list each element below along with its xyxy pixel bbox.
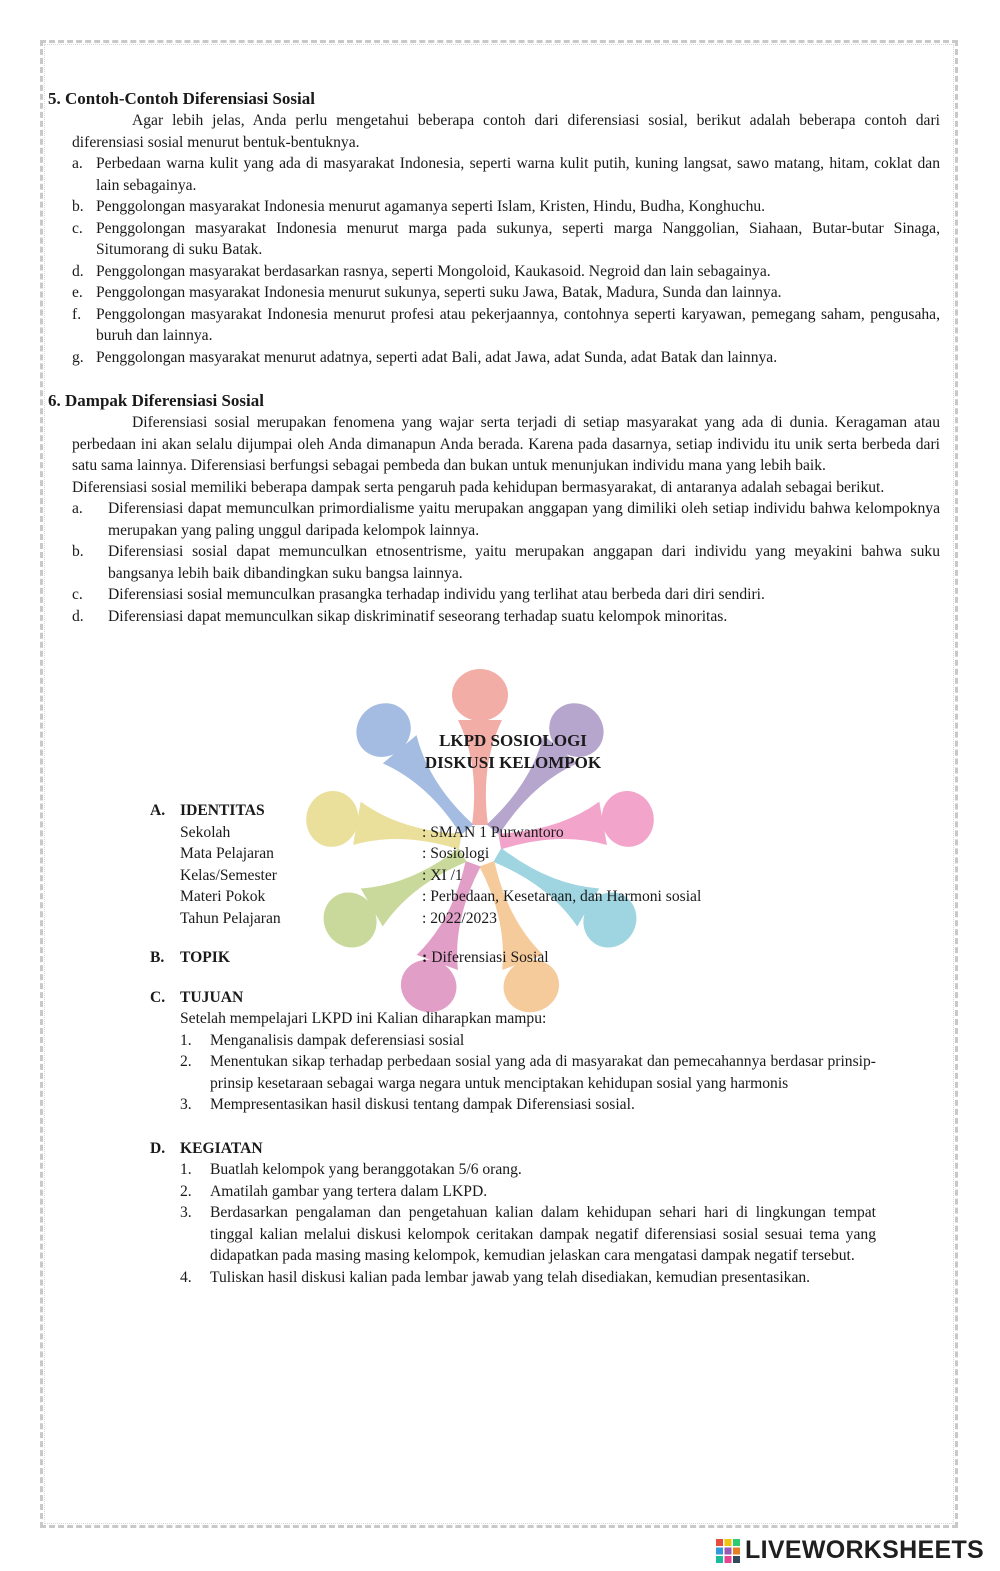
list-item: g. Penggolongan masyarakat menurut adatnya, seperti adat Bali, adat Jawa, adat Sunda, adat Batak dan lainnya.	[72, 348, 778, 366]
identitas-row: Mata Pelajaran : Sosiologi	[180, 845, 490, 862]
lkpd-worksheet	[150, 730, 876, 1288]
brand-name: LIVEWORKSHEETS	[745, 1536, 984, 1564]
section-5-heading: 5. Contoh-Contoh Diferensiasi Sosial	[48, 89, 315, 108]
list-item: 3. Mempresentasikan hasil diskusi tentang dampak Diferensiasi sosial.	[180, 1096, 635, 1113]
section-6	[48, 390, 940, 627]
list-item: 1. Buatlah kelompok yang beranggotakan 5/6 orang.	[180, 1161, 522, 1178]
kegiatan-heading: D. KEGIATAN	[150, 1139, 263, 1157]
identitas-heading: A. IDENTITAS	[150, 802, 265, 819]
list-item: 1. Menganalisis dampak deferensiasi sosial	[180, 1031, 465, 1049]
identitas-row: Sekolah : SMAN 1 Purwantoro	[180, 823, 564, 841]
list-item: 2. Amatilah gambar yang tertera dalam LKPD.	[180, 1182, 488, 1200]
section-6-heading: 6. Dampak Diferensiasi Sosial	[48, 391, 264, 410]
list-item: d. Penggolongan masyarakat berdasarkan rasnya, seperti Mongoloid, Kaukasoid. Negroid dan lain sebagainya.	[72, 262, 771, 280]
kegiatan-list	[150, 1159, 876, 1288]
list-item: b. Diferensiasi sosial dapat memunculkan etnosentrisme, yaitu merupakan anggapan dari individu yang meyakini bahwa suku bangsanya lebih baik dibandingkan suku bangsa lainnya.	[72, 543, 940, 582]
list-item: c. Penggolongan masyarakat Indonesia menurut marga pada sukunya, seperti marga Nanggolian, Siahaan, Butar-butar Sinaga, Situmorang di suku Batak.	[72, 219, 940, 258]
section-6-para-2: Diferensiasi sosial memiliki beberapa dampak serta pengaruh pada kehidupan bermasyarakat, di antaranya adalah sebagai berikut.	[72, 478, 885, 496]
top-content	[48, 88, 940, 627]
identitas-row: Kelas/Semester : XI /1	[180, 866, 463, 884]
tujuan-intro: Setelah mempelajari LKPD ini Kalian diharapkan mampu:	[180, 1010, 547, 1027]
topik-heading: B. TOPIK : Diferensiasi Sosial	[150, 947, 876, 969]
list-item: 4. Tuliskan hasil diskusi kalian pada lembar jawab yang telah disediakan, kemudian presentasikan.	[180, 1268, 811, 1286]
list-item: e. Penggolongan masyarakat Indonesia menurut sukunya, seperti suku Jawa, Batak, Madura, Sunda dan lainnya.	[72, 284, 782, 301]
identitas-row: Materi Pokok : Perbedaan, Kesetaraan, dan Harmoni sosial	[180, 888, 702, 905]
topik-value: Diferensiasi Sosial	[431, 949, 549, 966]
list-item: c. Diferensiasi sosial memunculkan prasangka terhadap individu yang terlihat atau berbeda dari diri sendiri.	[72, 586, 765, 603]
section-5-intro: Agar lebih jelas, Anda perlu mengetahui beberapa contoh dari diferensiasi sosial, berikut adalah beberapa contoh dari diferensiasi sosial menurut bentuk-bentuknya.	[72, 112, 940, 151]
section-5-list	[48, 153, 940, 368]
liveworksheets-logo-icon	[715, 1538, 741, 1564]
tujuan-list	[150, 1030, 876, 1116]
list-item: a. Diferensiasi dapat memunculkan primordialisme yaitu merupakan anggapan yang dimiliki oleh setiap individu bahwa kelompoknya merupakan yang paling unggul daripada kelompok lainnya.	[72, 500, 940, 539]
liveworksheets-brand[interactable]	[715, 1536, 984, 1565]
section-6-list	[48, 498, 940, 627]
list-item: 2. Menentukan sikap terhadap perbedaan sosial yang ada di masyarakat dan pemecahannya berdasar prinsip-prinsip kesetaraan sebagai warga negara untuk menciptakan kehidupan sosial yang harmonis	[180, 1053, 876, 1092]
list-item: b. Penggolongan masyarakat Indonesia menurut agamanya seperti Islam, Kristen, Hindu, Budha, Konghuchu.	[72, 198, 766, 215]
lkpd-title: LKPD SOSIOLOGI	[439, 731, 587, 750]
list-item: 3. Berdasarkan pengalaman dan pengetahuan kalian dalam kehidupan sehari hari di lingkungan tempat tinggal kalian melalui diskusi kelompok ceritakan dampak negatif diferensiasi sosial sesuai tema yang didapatkan pada masing masing kelompok, kemudian jelaskan cara mengatasi dampak negatif tersebut.	[180, 1204, 876, 1264]
section-6-para-1: Diferensiasi sosial merupakan fenomena yang wajar serta terjadi di setiap masyarakat yang ada di dunia. Keragaman atau perbedaan ini akan selalu dijumpai oleh Anda dimanapun Anda berada. Karena pada dasarnya, setiap individu itu unik serta berbeda dari satu sama lainnya. Diferensiasi berfungsi sebagai pembeda dan bukan untuk menunjukan individu mana yang lebih baik.	[72, 414, 940, 474]
identitas-row: Tahun Pelajaran : 2022/2023	[180, 909, 497, 927]
list-item: f. Penggolongan masyarakat Indonesia menurut profesi atau pekerjaannya, contohnya seperti karyawan, pemegang saham, pengusaha, buruh dan lainnya.	[72, 305, 940, 344]
list-item: d. Diferensiasi dapat memunculkan sikap diskriminatif seseorang terhadap suatu kelompok minoritas.	[72, 607, 728, 625]
tujuan-heading: C. TUJUAN	[150, 988, 244, 1006]
list-item: a. Perbedaan warna kulit yang ada di masyarakat Indonesia, seperti warna kulit putih, kuning langsat, sawo matang, hitam, coklat dan lain sebagainya.	[72, 155, 940, 194]
lkpd-subtitle: DISKUSI KELOMPOK	[424, 753, 602, 772]
